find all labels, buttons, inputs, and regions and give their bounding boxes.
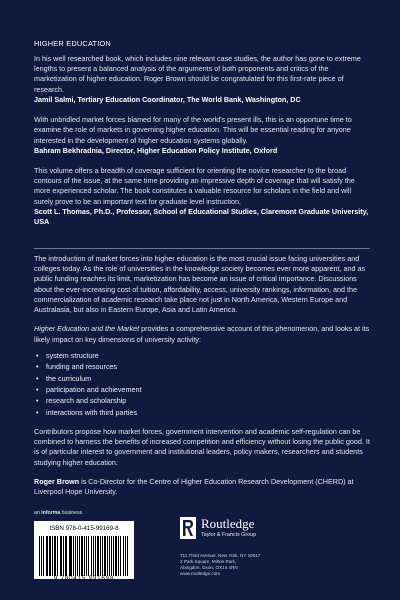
address-line: 2 Park Square, Milton Park, (180, 559, 237, 565)
barcode-stripe (123, 536, 124, 576)
barcode-stripe (75, 536, 76, 576)
address-line: www.routledge.com (180, 571, 221, 577)
lead-text: provides a comprehensive account of this phenomenon, and looks at its likely impact on key dimensions of university activity: (34, 324, 370, 344)
isbn-label: ISBN 978-0-415-99169-8 (49, 525, 119, 532)
barcode-stripe (86, 536, 87, 576)
barcode-stripe (39, 536, 40, 576)
quote-attribution: Jamil Salmi, Tertiary Education Coordinator, The World Bank, Washington, DC (34, 94, 301, 104)
barcode-stripe (73, 536, 74, 576)
barcode-stripe (52, 536, 53, 576)
review-quote (34, 54, 370, 105)
book-title: Higher Education and the Market (34, 324, 140, 334)
barcode-stripe (63, 536, 64, 576)
informa-suffix: business (60, 510, 83, 516)
list-item: • funding and resources (34, 361, 370, 372)
barcode-stripe (115, 536, 117, 576)
publisher-logo (180, 517, 256, 540)
quote-attribution: Bahram Bekhradnia, Director, Higher Education Policy Institute, Oxford (34, 145, 278, 155)
barcode-stripe (113, 536, 114, 576)
section-divider (34, 248, 370, 249)
barcode-stripe (79, 536, 80, 576)
quote-text: This volume offers a breadth of coverage sufficient for orienting the novice researcher to the broad contours of the issue, at the same time providing an impressive depth of coverage that will satisfy the more experienced scholar. The book constitutes a valuable resource for scholars in the field and will surely prove to be an important text for graduate level instruction. (34, 165, 355, 206)
barcode-stripe (60, 536, 61, 576)
review-quote (34, 115, 370, 156)
barcode-stripe (95, 536, 96, 576)
barcode-stripe (65, 536, 67, 576)
barcode-stripe (54, 536, 55, 576)
barcode-stripe (100, 536, 101, 576)
barcode-stripe (97, 536, 99, 576)
barcode-stripe (81, 536, 83, 576)
barcode-stripe (109, 536, 110, 576)
intro-paragraph: The introduction of market forces into higher education is the most crucial issue facing universities and colleges today. As the role of universities in the knowledge society becomes ever more apparent, and as public funding reaches its limit, marketization has become an issue of critical importance. Discussions about the ever-increasing cost of tuition, affordability, access, university rankings, information, and the commercialization of academic research take place not just in North America, Western Europe and Australasia, but also in Eastern Europe, Asia and Latin America. (34, 254, 366, 315)
quote-text: In his well researched book, which includes nine relevant case studies, the author has gone to extreme lengths to present a balanced analysis of the arguments of both proponents and critics of the marketization of higher education. Roger Brown should be congratulated for this first-rate piece of research. (34, 54, 361, 94)
barcode-stripe (111, 536, 112, 576)
list-item: • interactions with third parties (34, 407, 370, 418)
barcode-stripe (125, 536, 126, 576)
barcode-stripe (127, 536, 128, 576)
publisher-address (180, 553, 260, 577)
barcode-stripe (69, 536, 70, 576)
routledge-logo-icon (180, 517, 196, 539)
topic-list (34, 350, 370, 418)
review-quotes (34, 54, 370, 237)
barcode-stripe (57, 536, 58, 576)
barcode-stripe (70, 536, 71, 576)
barcode-stripe (77, 536, 78, 576)
informa-credit (34, 510, 82, 517)
barcode-stripe (88, 536, 89, 576)
quote-text: With unbridled market forces blamed for many of the world's present ills, this is an opportune time to examine the role of markets in governing higher education. This will be essential reading for anyone interested in the development of higher education systems globally. (34, 115, 352, 145)
informa-brand: informa (41, 510, 61, 516)
address-line: Abingdon, Oxon, OX14 4RN (180, 565, 238, 571)
quote-attribution: Scott L. Thomas, Ph.D., Professor, School of Educational Studies, Claremont Graduate University, USA (34, 206, 369, 227)
barcode-stripe (61, 536, 62, 576)
barcode-bars (39, 536, 129, 576)
barcode-stripe (120, 536, 121, 576)
book-description (34, 254, 370, 506)
author-bio (34, 477, 370, 497)
barcode-stripe (46, 536, 47, 576)
barcode-stripe (43, 536, 44, 576)
list-item: • the curriculum (34, 373, 370, 384)
author-bio-text: is Co-Director for the Centre of Higher Education Research Development (CHERD) at Liverpool Hope University. (34, 476, 354, 497)
list-item: • system structure (34, 350, 370, 361)
barcode-stripe (91, 536, 92, 576)
address-line: 711 Third Avenue, New York, NY 10017 (180, 553, 261, 558)
lead-paragraph (34, 324, 370, 344)
barcode-stripe (49, 536, 51, 576)
informa-prefix: an (34, 510, 42, 516)
barcode-stripe (102, 536, 103, 576)
barcode-stripe (104, 536, 105, 576)
barcode-stripe (84, 536, 85, 576)
publisher-name: Routledge (201, 516, 255, 531)
barcode-stripe (107, 536, 108, 576)
barcode (34, 521, 134, 582)
author-name: Roger Brown (34, 476, 80, 486)
barcode-stripe (118, 536, 119, 576)
barcode-stripe (93, 536, 94, 576)
list-item: • participation and achievement (34, 384, 370, 395)
publisher-group: Taylor & Francis Group (201, 532, 257, 539)
closing-paragraph: Contributors propose how market forces, government intervention and academic self-regulation can be combined to harness the benefits of increased competition and efficiency without losing the public good. It is of particular interest to government and institutional leaders, policy makers, researchers and students studying higher education. (34, 427, 370, 467)
barcode-number: 9 780415 991698 (53, 574, 115, 582)
barcode-stripe (41, 536, 42, 576)
barcode-stripe (47, 536, 48, 576)
category-label: HIGHER EDUCATION (34, 39, 111, 48)
review-quote (34, 166, 370, 227)
list-item: • research and scholarship (34, 395, 370, 406)
